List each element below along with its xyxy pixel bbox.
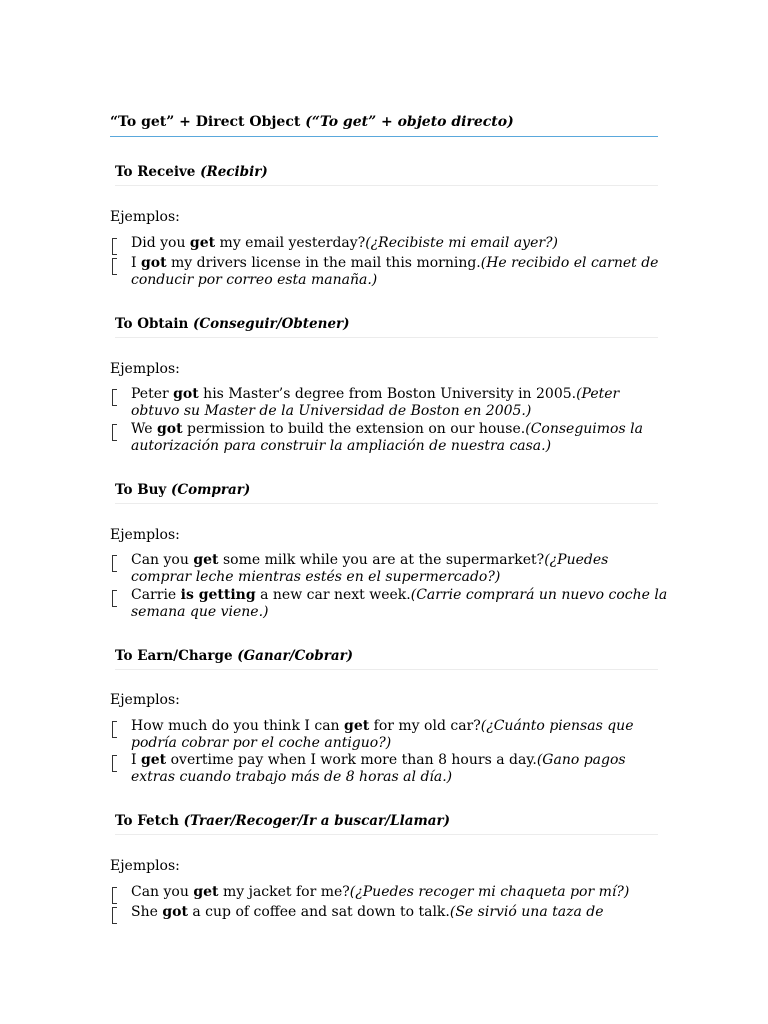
example-text: my jacket for me? <box>218 884 350 900</box>
bullet-marker <box>112 258 117 275</box>
example-text: She <box>131 904 163 920</box>
example-translation: (He recibido el carnet de conducir por correo esta manaña.) <box>131 255 659 288</box>
example-item <box>131 904 671 921</box>
example-text: my email yesterday? <box>215 235 366 251</box>
ejemplos-label: Ejemplos: <box>110 209 180 225</box>
section-heading-spanish: (Conseguir/Obtener) <box>193 316 350 332</box>
example-text: permission to build the extension on our house. <box>182 421 526 437</box>
example-translation: (¿Recibiste mi email ayer?) <box>365 235 559 251</box>
bullet-marker <box>112 721 117 738</box>
bullet-marker <box>112 907 117 924</box>
example-translation: (Gano pagos extras cuando trabajo más de 8 horas al día.) <box>131 752 626 785</box>
example-translation: (¿Cuánto piensas que podría cobrar por el coche antiguo?) <box>131 718 634 751</box>
section-heading-spanish: (Recibir) <box>200 164 268 180</box>
example-translation: (¿Puedes comprar leche mientras estés en el supermercado?) <box>131 552 609 585</box>
example-verb: got <box>173 386 199 402</box>
section-heading-spanish: (Ganar/Cobrar) <box>237 648 354 664</box>
example-translation: (Se sirvió una taza de <box>449 904 604 920</box>
ejemplos-label: Ejemplos: <box>110 361 180 377</box>
example-verb: got <box>156 421 183 437</box>
example-text: We <box>131 421 157 437</box>
example-item <box>131 752 671 786</box>
example-text: my drivers license in the mail this morning. <box>166 255 481 271</box>
bullet-marker <box>112 389 117 406</box>
example-item <box>131 884 671 901</box>
example-translation: (Peter obtuvo su Master de la Universidad de Boston en 2005.) <box>131 386 620 419</box>
example-text: Peter <box>131 386 174 402</box>
section-heading-text: To Obtain <box>115 316 194 332</box>
example-verb: get <box>140 752 167 768</box>
bullet-marker <box>112 238 117 255</box>
ejemplos-label: Ejemplos: <box>110 692 180 708</box>
example-item <box>131 552 671 586</box>
example-text: a new car next week. <box>255 587 411 603</box>
example-translation: (Conseguimos la autorización para construir la ampliación de nuestra casa.) <box>131 421 643 454</box>
example-text: I <box>131 752 141 768</box>
example-text: Can you <box>131 884 194 900</box>
example-translation: (¿Puedes recoger mi chaqueta por mí?) <box>349 884 630 900</box>
title-main: “To get” + Direct Object <box>110 114 306 130</box>
section-heading-text: To Earn/Charge <box>115 648 238 664</box>
section-heading-text: To Receive <box>115 164 201 180</box>
section-heading-text: To Fetch <box>115 813 184 829</box>
example-text: I <box>131 255 141 271</box>
example-item <box>131 235 671 252</box>
example-text: a cup of coffee and sat down to talk. <box>187 904 450 920</box>
page-title <box>110 113 658 137</box>
example-text: Carrie <box>131 587 181 603</box>
example-text: overtime pay when I work more than 8 hours a day. <box>166 752 537 768</box>
section-heading-earn-charge <box>115 648 658 670</box>
section-heading-fetch <box>115 813 658 835</box>
example-translation: (Carrie comprará un nuevo coche la semana que viene.) <box>131 587 668 620</box>
bullet-marker <box>112 555 117 572</box>
example-text: Did you <box>131 235 190 251</box>
example-verb: get <box>189 235 216 251</box>
bullet-marker <box>112 590 117 607</box>
bullet-marker <box>112 887 117 904</box>
ejemplos-label: Ejemplos: <box>110 527 180 543</box>
section-heading-obtain <box>115 316 658 338</box>
example-verb: got <box>162 904 188 920</box>
example-text: Can you <box>131 552 194 568</box>
example-verb: get <box>344 718 370 734</box>
example-verb: got <box>140 255 167 271</box>
section-heading-receive <box>115 164 658 186</box>
example-item <box>131 718 671 752</box>
section-heading-spanish: (Comprar) <box>170 482 251 498</box>
example-item <box>131 255 671 289</box>
example-text: How much do you think I can <box>131 718 345 734</box>
example-verb: get <box>193 552 219 568</box>
title-spanish: (“To get” + objeto directo) <box>305 114 514 130</box>
example-text: his Master’s degree from Boston University in 2005. <box>198 386 577 402</box>
section-heading-text: To Buy <box>115 482 171 498</box>
example-item <box>131 386 671 420</box>
example-verb: get <box>193 884 219 900</box>
example-verb: is getting <box>180 587 256 603</box>
ejemplos-label: Ejemplos: <box>110 858 180 874</box>
example-item <box>131 421 671 455</box>
example-text: for my old car? <box>369 718 481 734</box>
bullet-marker <box>112 755 117 772</box>
bullet-marker <box>112 424 117 441</box>
section-heading-spanish: (Traer/Recoger/Ir a buscar/Llamar) <box>183 813 450 829</box>
example-text: some milk while you are at the supermarket? <box>218 552 545 568</box>
section-heading-buy <box>115 482 658 504</box>
example-item <box>131 587 671 621</box>
